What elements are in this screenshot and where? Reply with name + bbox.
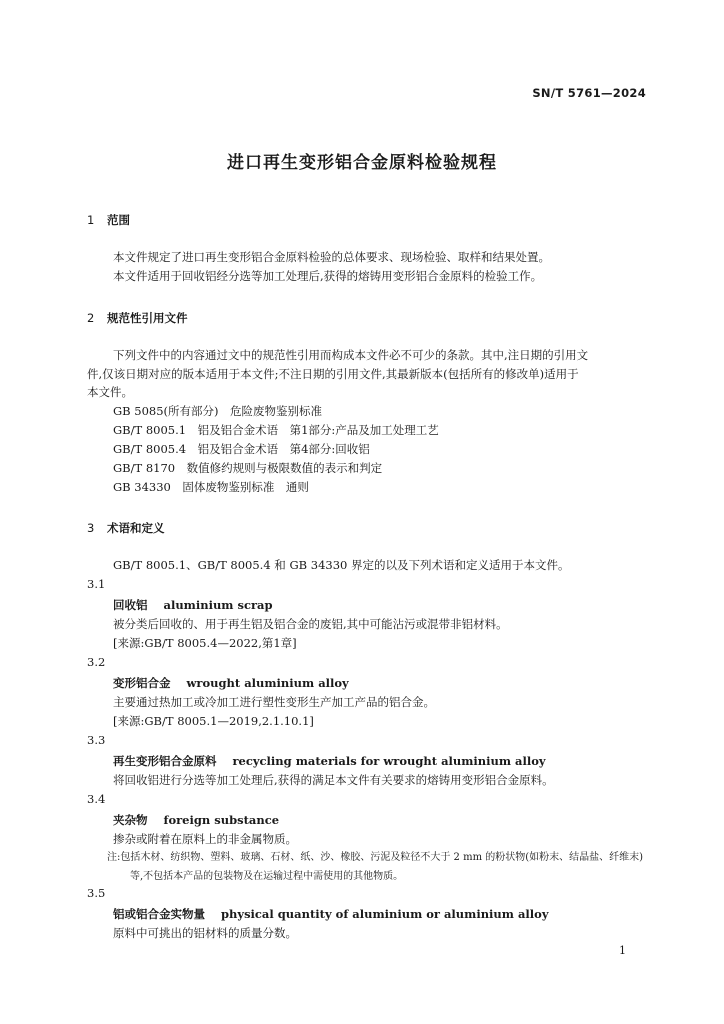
term-zh: 再生变形铝合金原料 bbox=[113, 754, 217, 768]
term-heading bbox=[113, 906, 549, 922]
reference-item bbox=[113, 441, 370, 458]
scope-paragraph-1: 本文件规定了进口再生变形铝合金原料检验的总体要求、现场检验、取样和结果处置。 bbox=[113, 250, 550, 264]
reference-item bbox=[113, 460, 382, 477]
term-definition: 掺杂或附着在原料上的非金属物质。 bbox=[113, 832, 297, 846]
normative-intro-line-2: 件,仅该日期对应的版本适用于本文件;不注日期的引用文件,其最新版本(包括所有的修改单)适用于 bbox=[87, 367, 579, 381]
term-en: foreign substance bbox=[163, 813, 280, 827]
section-2-heading bbox=[87, 310, 188, 326]
reference-item bbox=[113, 403, 322, 420]
term-zh: 回收铝 bbox=[113, 598, 148, 612]
reference-item bbox=[113, 479, 309, 496]
section-number: 2 bbox=[87, 311, 95, 325]
reference-title: 固体废物鉴别标准 通则 bbox=[182, 480, 309, 494]
term-note-line-1: 注:包括木材、纺织物、塑料、玻璃、石材、纸、沙、橡胶、污泥及粒径不大于 2 mm 的粉状物(如粉末、结晶盐、纤维末) bbox=[107, 852, 644, 863]
term-number: 3.2 bbox=[87, 655, 106, 669]
term-zh: 铝或铝合金实物量 bbox=[113, 907, 205, 921]
section-3-heading bbox=[87, 520, 165, 536]
section-number: 3 bbox=[87, 521, 95, 535]
term-en: physical quantity of aluminium or aluminium alloy bbox=[221, 907, 549, 921]
term-note-line-2: 等,不包括本产品的包装物及在运输过程中需使用的其他物质。 bbox=[130, 871, 404, 882]
normative-intro-line-3: 本文件。 bbox=[87, 385, 133, 399]
term-definition: 主要通过热加工或冷加工进行塑性变形生产加工产品的铝合金。 bbox=[113, 695, 435, 709]
reference-code: GB/T 8170 bbox=[113, 461, 176, 475]
page-number: 1 bbox=[619, 944, 626, 957]
term-en: wrought aluminium alloy bbox=[186, 676, 349, 690]
term-number: 3.1 bbox=[87, 577, 106, 591]
reference-code: GB/T 8005.1 bbox=[113, 423, 187, 437]
normative-intro-line-1: 下列文件中的内容通过文中的规范性引用而构成本文件必不可少的条款。其中,注日期的引用文 bbox=[113, 348, 589, 362]
term-heading bbox=[113, 675, 349, 691]
term-number: 3.5 bbox=[87, 886, 106, 900]
term-en: recycling materials for wrought aluminium alloy bbox=[232, 754, 546, 768]
term-number: 3.3 bbox=[87, 733, 106, 747]
term-heading bbox=[113, 597, 273, 613]
term-source: [来源:GB/T 8005.1—2019,2.1.10.1] bbox=[113, 714, 314, 728]
reference-title: 数值修约规则与极限数值的表示和判定 bbox=[186, 461, 383, 475]
reference-code: GB 5085(所有部分) bbox=[113, 404, 219, 418]
term-heading bbox=[113, 753, 546, 769]
document-title: 进口再生变形铝合金原料检验规程 bbox=[227, 153, 497, 173]
term-heading bbox=[113, 812, 279, 828]
reference-code: GB/T 8005.4 bbox=[113, 442, 187, 456]
terms-intro: GB/T 8005.1、GB/T 8005.4 和 GB 34330 界定的以及下列术语和定义适用于本文件。 bbox=[113, 558, 570, 572]
term-zh: 变形铝合金 bbox=[113, 676, 171, 690]
section-number: 1 bbox=[87, 213, 95, 227]
section-1-heading bbox=[87, 212, 130, 228]
term-definition: 被分类后回收的、用于再生铝及铝合金的废铝,其中可能沾污或混带非铝材料。 bbox=[113, 617, 508, 631]
reference-title: 铝及铝合金术语 第4部分:回收铝 bbox=[197, 442, 370, 456]
reference-item bbox=[113, 422, 439, 439]
reference-code: GB 34330 bbox=[113, 480, 171, 494]
section-title: 术语和定义 bbox=[107, 521, 165, 535]
scope-paragraph-2: 本文件适用于回收铝经分选等加工处理后,获得的熔铸用变形铝合金原料的检验工作。 bbox=[113, 269, 543, 283]
term-definition: 将回收铝进行分选等加工处理后,获得的满足本文件有关要求的熔铸用变形铝合金原料。 bbox=[113, 773, 554, 787]
section-title: 规范性引用文件 bbox=[107, 311, 188, 325]
term-number: 3.4 bbox=[87, 792, 106, 806]
term-source: [来源:GB/T 8005.4—2022,第1章] bbox=[113, 636, 297, 650]
reference-title: 危险废物鉴别标准 bbox=[230, 404, 323, 418]
term-definition: 原料中可挑出的铝材料的质量分数。 bbox=[113, 926, 297, 940]
term-zh: 夹杂物 bbox=[113, 813, 148, 827]
standard-code: SN/T 5761—2024 bbox=[532, 86, 646, 100]
term-en: aluminium scrap bbox=[163, 598, 273, 612]
section-title: 范围 bbox=[107, 213, 130, 227]
reference-title: 铝及铝合金术语 第1部分:产品及加工处理工艺 bbox=[197, 423, 439, 437]
